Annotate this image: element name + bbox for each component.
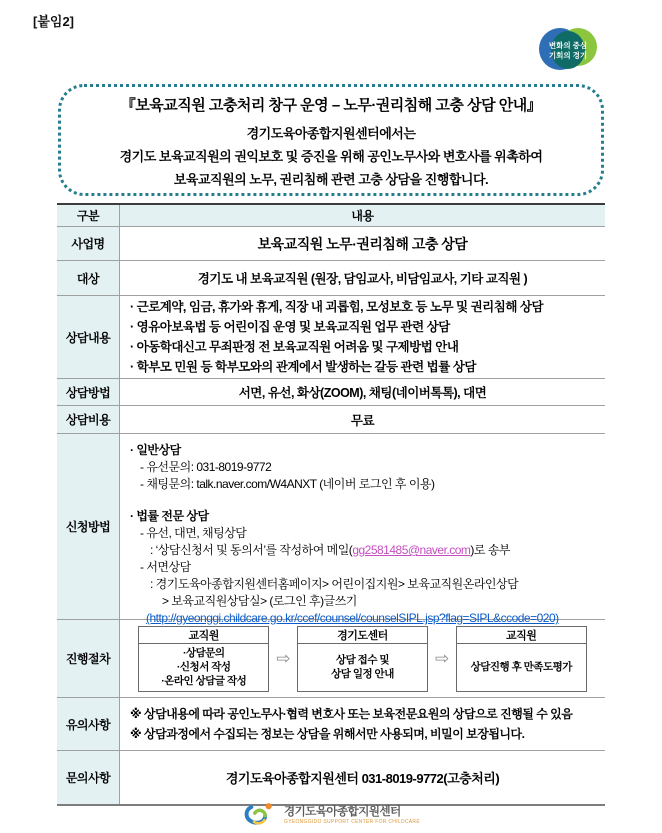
table-row-counsel-method: [57, 379, 605, 406]
email-link[interactable]: gg2581485@naver.com: [352, 543, 471, 557]
row-label: 진행절차: [57, 620, 120, 697]
counsel-contents-list: [120, 296, 605, 378]
footer-logo: [0, 801, 662, 827]
process-step-line: 상담 일정 안내: [331, 668, 394, 680]
table-row-counsel-contents: [57, 296, 605, 379]
process-step-line: ·신청서 작성: [176, 661, 231, 673]
apply-method-block: [120, 434, 605, 625]
process-step-2-header: 경기도센터: [298, 627, 427, 644]
counsel-bullet: · 영유아보육법 등 어린이집 운영 및 보육교직원 업무 관련 상담: [130, 320, 450, 334]
written-path-line-2: > 보육교직원상담실> (로그인 후)글쓰기: [162, 594, 357, 608]
gyeonggi-province-logo-icon: [537, 27, 599, 73]
table-row-contact: [57, 751, 605, 804]
flow-arrow-icon: ⇨: [435, 648, 449, 668]
footer-org-name: 경기도육아종합지원센터: [284, 806, 401, 818]
general-phone-line: - 유선문의: 031-8019-9772: [140, 460, 272, 474]
process-step-3-header: 교직원: [457, 627, 586, 644]
target-value: 경기도 내 보육교직원 (원장, 담임교사, 비담임교사, 기타 교직원 ): [197, 272, 528, 286]
process-step-line: 상담진행 후 만족도평가: [470, 661, 572, 673]
legal-mail-line: [130, 542, 605, 559]
title-sub-line-3: 보육교직원의 노무, 권리침해 관련 고충 상담을 진행합니다.: [173, 172, 489, 187]
row-label: 상담비용: [57, 406, 120, 433]
notes-list: [120, 698, 605, 750]
process-flow: [120, 620, 605, 697]
counsel-bullet: · 학부모 민원 등 학부모와의 관계에서 발생하는 갈등 관련 법률 상담: [130, 360, 476, 374]
legal-mail-suffix: )로 송부: [470, 543, 511, 557]
row-label: 유의사항: [57, 698, 120, 750]
note-line: ※ 상담과정에서 수집되는 정보는 상담을 위해서만 사용되며, 비밀이 보장됩니다.: [130, 727, 525, 741]
header-col-category: 구분: [57, 205, 120, 226]
attachment-label: [붙임2]: [33, 14, 75, 29]
general-counsel-title: · 일반상담: [130, 443, 181, 457]
counsel-method-value: 서면, 유선, 화상(ZOOM), 채팅(네이버톡톡), 대면: [238, 386, 487, 400]
table-row-process: [57, 620, 605, 698]
footer-org-name-en: GYEONGGIDO SUPPORT CENTER FOR CHILDCARE: [284, 819, 420, 825]
business-name-value: 보육교직원 노무·권리침해 고충 상담: [257, 235, 468, 252]
contact-value: 경기도육아종합지원센터 031-8019-9772(고충처리): [225, 771, 500, 786]
title-box: [58, 84, 604, 196]
table-row-target: [57, 261, 605, 296]
process-step-2: [297, 626, 428, 692]
footer-org-text: [284, 803, 420, 825]
counsel-bullet: · 아동학대신고 무죄판정 전 보육교직원 어려움 및 구제방법 안내: [130, 340, 459, 354]
flow-arrow-icon: ⇨: [276, 648, 290, 668]
title-sub-line-1: 경기도육아종합지원센터에서는: [246, 126, 416, 141]
header-col-content: 내용: [120, 205, 605, 226]
counsel-url-link[interactable]: (http://gyeonggi.childcare.go.kr/ccef/counsel/counselSIPL.jsp?flag=SIPL&ccode=020): [146, 611, 559, 625]
table-row-notes: [57, 698, 605, 751]
table-row-counsel-cost: [57, 406, 605, 434]
logo-slogan-line1: 변화의 중심: [548, 41, 588, 50]
row-label: 문의사항: [57, 751, 120, 804]
process-step-3-body: [457, 644, 586, 691]
process-step-1-header: 교직원: [139, 627, 268, 644]
process-step-line: 상담 접수 및: [335, 654, 390, 666]
process-step-3: [456, 626, 587, 692]
process-step-1: [138, 626, 269, 692]
row-label: 사업명: [57, 227, 120, 260]
legal-mail-prefix: : ‘상담신청서 및 동의서’를 작성하여 메일(: [150, 543, 353, 557]
general-chat-line: - 채팅문의: talk.naver.com/W4ANXT (네이버 로그인 후 이용): [140, 477, 435, 491]
logo-slogan-line2: 기회의 경기: [548, 51, 588, 60]
counsel-bullet: · 근로계약, 임금, 휴가와 휴게, 직장 내 괴롭힘, 모성보호 등 노무 및 권리침해 상담: [130, 300, 544, 314]
table-row-apply-method: [57, 434, 605, 625]
counsel-cost-value: 무료: [350, 413, 375, 428]
table-row-business-name: [57, 227, 605, 261]
row-label: 신청방법: [57, 434, 120, 619]
legal-counsel-title: · 법률 전문 상담: [130, 509, 209, 523]
title-sub-line-2: 경기도 보육교직원의 권익보호 및 증진을 위해 공인노무사와 변호사를 위촉하여: [119, 149, 543, 164]
info-table: [57, 203, 605, 806]
table-header-row: [57, 205, 605, 227]
written-path-line-1: : 경기도육아종합지원센터홈페이지> 어린이집지원> 보육교직원온라인상담: [150, 577, 519, 591]
process-step-line: ·온라인 상담글 작성: [161, 675, 247, 687]
row-label: 대상: [57, 261, 120, 295]
process-step-2-body: [298, 644, 427, 691]
support-center-logo-icon: [242, 801, 278, 827]
process-step-1-body: [139, 644, 268, 691]
note-line: ※ 상담내용에 따라 공인노무사·협력 변호사 또는 보육전문요원의 상담으로 진행될 수 있음: [130, 707, 573, 721]
legal-method-line: - 유선, 대면, 채팅상담: [140, 526, 247, 540]
document-title: 『보육교직원 고충처리 창구 운영 – 노무·권리침해 고충 상담 안내』: [120, 97, 542, 114]
written-counsel-title: - 서면상담: [140, 560, 191, 574]
row-label: 상담방법: [57, 379, 120, 405]
process-step-line: ·상담문의: [182, 647, 225, 659]
row-label: 상담내용: [57, 296, 120, 378]
